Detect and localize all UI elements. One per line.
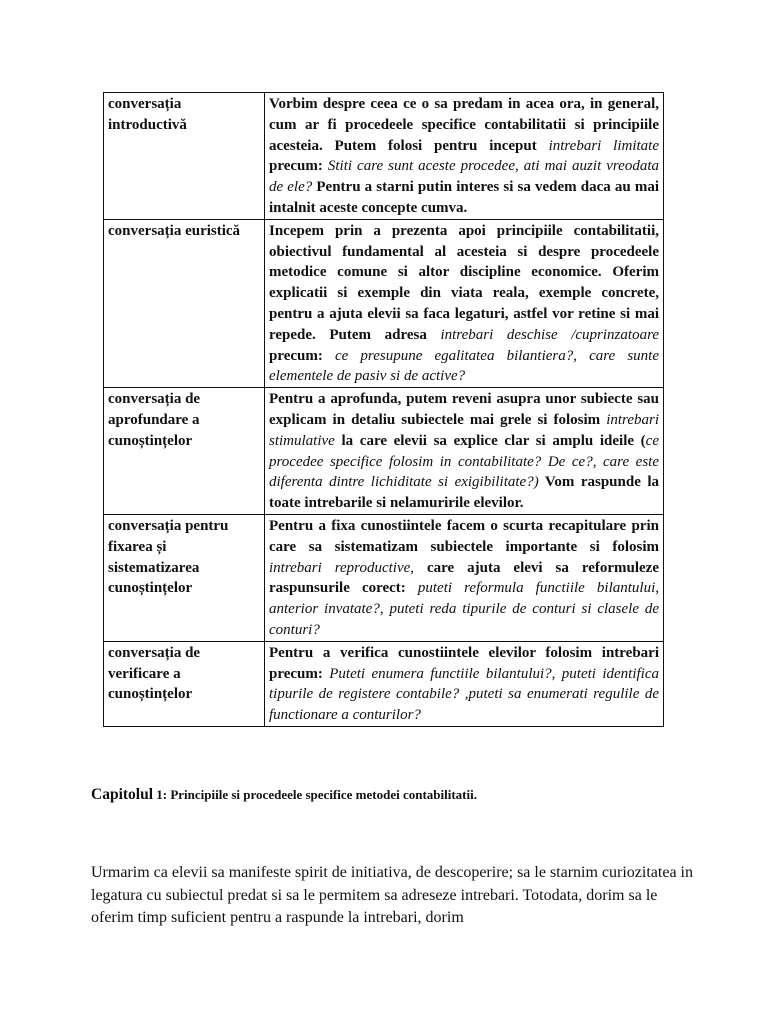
text-span: Vom raspunde la toate intrebarile si nelamuririle elevilor. [269,474,659,512]
italic-text-span: Stiti care sunt aceste procedee, ati mai auzit vreodata de ele? [269,158,659,196]
italic-text-span: puteti reformula functiile bilantului, anterior invatate?, puteti reda tipurile de conturi si clasele de conturi? [269,580,660,638]
text-span: Incepem prin a prezenta apoi principiile contabilitatii, obiectivul fundamental al acesteia si despre procedeele metodice comune si altor discipline economice. Oferim explicatii si exemple din viata reala, exemple concrete, pentru a ajuta elevii sa faca legaturi, astfel vor retine si mai repede. Putem adresa [269,222,659,343]
method-name-cell: conversația introductivă [104,93,265,220]
conversation-methods-table [103,92,664,727]
caption-label: Capitolul [91,786,154,803]
method-name-cell: conversația de verificare a cunoștințelor [104,641,265,726]
text-span: Pentru a fixa cunostiintele facem o scurta recapitulare prin care sa sistematizam subiectele importante si folosim [269,517,659,555]
text-span: Vorbim despre ceea ce o sa predam in acea ora, in general, cum ar fi procedeele specifice contabilitatii si principiile acesteia. Putem folosi pentru inceput [269,96,659,154]
table-row [104,219,664,387]
caption-number: 1 [156,787,163,802]
italic-text-span: intrebari limitate [548,137,660,154]
italic-text-span: ce procedee specifice folosim in contabilitate? De ce?, care este diferenta dintre lichiditate si exigibilitate?) [269,432,659,491]
method-description-cell [265,388,664,515]
method-description-cell [265,93,664,220]
italic-text-span: Puteti enumera functiile bilantului?, puteti identifica tipurile de registere contabile? ,puteti sa enumerati regulile de functionare a conturilor? [269,665,659,724]
method-description-cell [265,641,664,726]
text-span: Pentru a aprofunda, putem reveni asupra unor subiecte sau explicam in detaliu subiectele mai grele si folosim [269,391,659,428]
method-name-cell: conversația de aprofundare a cunoștințelor [104,388,265,515]
italic-text-span: ce presupune egalitatea bilantiera?, care sunte elementele de pasiv si de active? [269,347,659,385]
table-body [104,93,664,727]
text-span: precum: [269,158,328,175]
italic-text-span: intrebari stimulative [269,411,659,449]
text-span: Pentru a starni putin interes si sa vedem daca au mai intalnit aceste concepte cumva. [269,179,659,216]
table-row [104,514,664,641]
chapter-caption [91,786,477,804]
italic-text-span: intrebari deschise /cuprinzatoare [440,326,660,343]
text-span: la care elevii sa explice clar si amplu ideile ( [334,432,646,449]
table-row [104,93,664,220]
method-description-cell [265,514,664,641]
text-span: care ajuta elevi sa reformuleze raspunsurile corect: [269,559,659,597]
text-span: Pentru a verifica cunostiintele elevilor folosim intrebari precum: [269,644,659,682]
table-row [104,388,664,515]
method-name-cell: conversația euristică [104,219,265,387]
caption-text: : Principiile si procedeele specifice metodei contabilitatii. [162,787,477,802]
method-description-cell [265,219,664,387]
body-paragraph: Urmarim ca elevii sa manifeste spirit de initiativa, de descoperire; sa le starnim curiozitatea in legatura cu subiectul predat si sa le permitem sa adreseze intrebari. Totodata, dorim sa le oferim timp suficient pentru a raspunde la intrebari, dorim [91,864,693,926]
text-span: precum: [269,347,335,364]
table-row [104,641,664,726]
method-name-cell: conversația pentru fixarea și sistematizarea cunoștințelor [104,514,265,641]
italic-text-span: intrebari reproductive, [269,559,415,576]
